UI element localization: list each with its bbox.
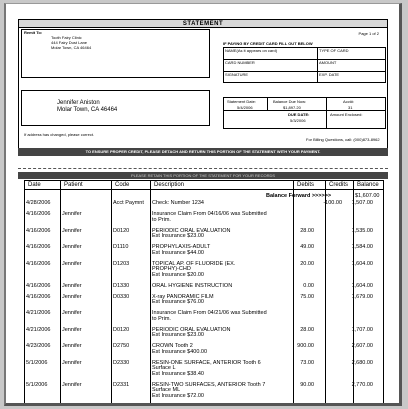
page-number: Page 1 of 2: [358, 31, 379, 36]
row-patient: Jennifer: [62, 282, 82, 289]
balance-due-value: $1,897.20: [283, 105, 301, 110]
row-debit: 75.00: [300, 293, 314, 300]
column-divider: [150, 180, 151, 406]
row-patient: Jennifer: [62, 293, 82, 300]
row-date: 4/23/2006: [26, 343, 51, 349]
row-patient: Jennifer: [62, 260, 82, 267]
row-description: Est Insurance $400.00: [152, 348, 208, 355]
row-debit: 28.00: [300, 227, 314, 234]
row-code: D1203: [113, 260, 130, 267]
balance-forward-label: Balance Forward >>>>>>: [266, 193, 332, 199]
statement-page: [4, 3, 402, 406]
row-date: 4/28/2006: [26, 200, 51, 206]
row-description: Surface ML: [152, 387, 181, 393]
address-changed-note: If address has changed, please correct.: [24, 132, 95, 137]
card-name-field[interactable]: NAME(As it appears on card): [225, 48, 278, 53]
account-label: Acct#:: [343, 99, 355, 104]
remit-to-box: [21, 29, 210, 78]
account-value: 31: [348, 105, 353, 110]
row-code: D2750: [113, 343, 130, 349]
column-divider: [293, 180, 294, 406]
row-date: 4/16/2006: [26, 293, 51, 300]
row-date: 5/1/2006: [26, 359, 48, 366]
row-balance: 1,535.00: [351, 227, 373, 234]
row-patient: Jennifer: [62, 211, 82, 217]
row-description: Insurance Claim From 04/21/06 was Submitted: [152, 310, 267, 316]
summary-divider: [223, 110, 386, 111]
row-code: Acct Paymnt: [113, 200, 144, 206]
row-code: D0120: [113, 326, 130, 333]
row-description: Est Insurance $76.00: [152, 299, 204, 305]
header-debits: Debits: [297, 182, 315, 188]
row-description: PROPHY)-CHD: [152, 266, 191, 272]
row-patient: Jennifer: [62, 326, 82, 333]
row-balance: 2,770.00: [351, 381, 373, 388]
row-description: Est Insurance $38.40: [152, 370, 204, 377]
header-balance: Balance: [357, 182, 379, 188]
row-date: 4/16/2006: [26, 227, 51, 234]
row-balance: 1,604.00: [351, 260, 373, 267]
summary-divider: [326, 97, 327, 129]
row-code: D0330: [113, 293, 130, 300]
row-patient: Jennifer: [62, 310, 82, 316]
row-debit: 20.00: [300, 260, 314, 267]
due-date-value: 5/3/2006: [290, 118, 306, 123]
card-type-field[interactable]: TYPE OF CARD: [319, 48, 349, 53]
row-description: PERIODIC ORAL EVALUATION: [152, 326, 231, 333]
row-description: Est Insurance $20.00: [152, 271, 204, 278]
row-date: 4/16/2006: [26, 260, 51, 267]
row-description: Est Insurance $44.00: [152, 249, 204, 256]
header-credits: Credits: [329, 182, 349, 188]
row-balance: 2,680.00: [351, 359, 373, 366]
row-description: PERIODIC ORAL EVALUATION: [152, 227, 231, 234]
row-description: PROPHYLAXIS-ADULT: [152, 244, 211, 250]
remit-line: 444 Fairy Dust Lane: [51, 40, 88, 45]
row-description: X-ray PANORAMIC FILM: [152, 293, 214, 300]
row-balance: 1,584.00: [351, 244, 373, 250]
row-description: CROWN Tooth 2: [152, 343, 193, 349]
exp-date-field[interactable]: EXP. DATE: [319, 72, 340, 77]
row-description: to Prim.: [152, 216, 171, 223]
header-description: Description: [154, 182, 185, 188]
amount-enclosed-label[interactable]: Amount Enclosed:: [330, 112, 363, 117]
row-description: Surface L: [152, 365, 176, 371]
row-balance: 1,707.00: [351, 326, 373, 333]
balance-forward-value: $1,607.00: [355, 193, 380, 199]
row-patient: Jennifer: [62, 343, 82, 349]
row-date: 4/16/2006: [26, 244, 51, 250]
row-description: Check: Number 1234: [152, 200, 204, 206]
row-patient: Jennifer: [62, 227, 82, 234]
balance-due-label: Balance Due Now:: [273, 99, 307, 104]
column-divider: [111, 180, 112, 406]
row-credit: -100.00: [323, 200, 342, 206]
remit-line: Molar Town, CA 46464: [51, 45, 92, 50]
row-description: Est Insurance $23.00: [152, 233, 204, 239]
row-description: Est Insurance $23.00: [152, 332, 204, 338]
due-date-label: DUE DATE:: [288, 112, 310, 117]
credit-card-header: IF PAYING BY CREDIT CARD FILL OUT BELOW: [223, 41, 313, 46]
row-code: D1110: [113, 244, 129, 250]
row-balance: 1,604.00: [351, 282, 373, 289]
row-debit: 90.00: [300, 381, 314, 388]
return-portion-bar: TO ENSURE PROPER CREDIT, PLEASE DETACH AND RETURN THIS PORTION OF THE STATEMENT WITH YOUR PAYMENT.: [18, 148, 388, 156]
remit-line: Tooth Fairy Clinic: [51, 35, 82, 40]
row-patient: Jennifer: [62, 244, 82, 250]
patient-address: Molar Town, CA 46464: [57, 107, 118, 113]
row-code: D0120: [113, 227, 130, 234]
remit-to-label: Remit To:: [24, 30, 43, 35]
header-date: Date: [28, 182, 41, 188]
row-description: TOPICAL AP. OF FLUORIDE (EX.: [152, 260, 236, 267]
row-description: Insurance Claim From 04/16/06 was Submitted: [152, 211, 267, 217]
row-debit: 900.00: [297, 343, 314, 349]
header-patient: Patient: [64, 182, 83, 188]
card-number-field[interactable]: CARD NUMBER: [225, 60, 255, 65]
row-debit: 73.00: [300, 359, 314, 366]
row-balance: 1,507.00: [351, 200, 373, 206]
summary-divider: [267, 97, 268, 110]
statement-title: STATEMENT: [18, 19, 388, 28]
row-debit: 0.00: [303, 282, 314, 289]
statement-date-label: Statement Date:: [227, 99, 256, 104]
signature-field[interactable]: SIGNATURE: [225, 72, 249, 77]
retain-portion-bar: PLEASE RETAIN THIS PORTION OF THE STATEMENT FOR YOUR RECORDS: [18, 172, 388, 179]
row-code: D1330: [113, 282, 130, 289]
row-code: D2330: [113, 359, 130, 366]
patient-name: Jennifer Aniston: [57, 100, 100, 106]
row-date: 4/16/2006: [26, 211, 51, 217]
row-code: D2331: [113, 381, 130, 388]
row-patient: Jennifer: [62, 381, 82, 388]
row-date: 5/1/2006: [26, 381, 48, 388]
tear-line: [18, 168, 388, 169]
statement-date-value: 5/4/2006: [237, 105, 253, 110]
row-debit: 28.00: [300, 326, 314, 333]
header-code: Code: [115, 182, 130, 188]
row-description: ORAL HYGIENE INSTRUCTION: [152, 282, 233, 289]
amount-field[interactable]: AMOUNT: [319, 60, 337, 65]
row-date: 4/16/2006: [26, 282, 51, 289]
row-description: Est Insurance $72.00: [152, 392, 204, 399]
row-description: RESIN-TWO SURFACES, ANTERIOR Tooth 7: [152, 381, 266, 388]
row-description: RESIN-ONE SURFACE, ANTERIOR Tooth 6: [152, 359, 261, 366]
form-divider: [317, 47, 318, 83]
column-divider: [60, 180, 61, 406]
row-balance: 1,679.00: [351, 293, 373, 300]
billing-questions: For Billing Questions, call: (000)873-8962: [306, 137, 380, 142]
row-patient: Jennifer: [62, 359, 82, 366]
row-debit: 49.00: [300, 244, 314, 250]
row-date: 4/21/2006: [26, 310, 51, 316]
column-divider: [325, 180, 326, 406]
row-description: to Prim.: [152, 315, 171, 322]
row-date: 4/21/2006: [26, 326, 51, 333]
row-balance: 2,607.00: [351, 343, 373, 349]
